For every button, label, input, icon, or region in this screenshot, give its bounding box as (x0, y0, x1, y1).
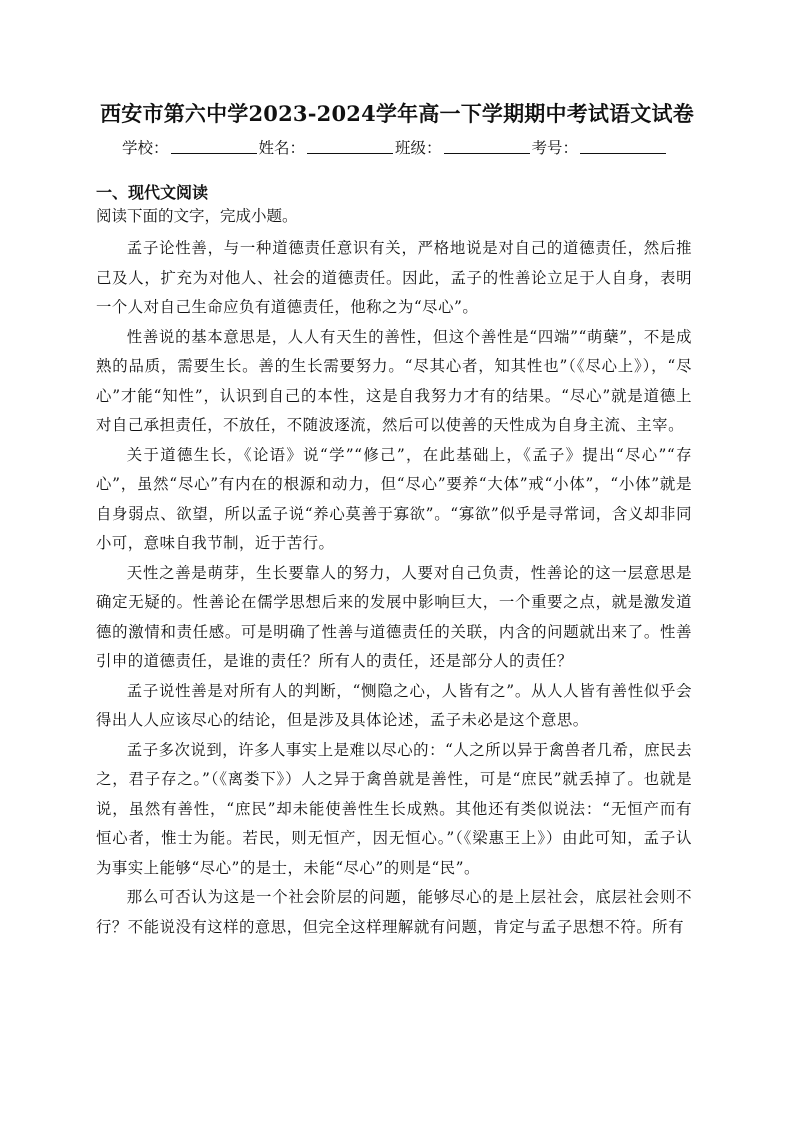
passage-paragraph-2: 性善说的基本意思是，人人有天生的善性，但这个善性是“四端”“萌蘖”，不是成熟的品质，需要生长。善的生长需要努力。“尽其心者，知其性也”（《尽心上》），“尽心”才能“知性”，认识到自己的本性，这是自我努力才有的结果。“尽心”就是道德上对自己承担责任，不放任，不随波逐流，然后可以使善的天性成为自身主流、主宰。 (96, 327, 692, 434)
exam-number-blank[interactable] (580, 152, 666, 154)
section-heading: 一、现代文阅读 (96, 183, 209, 202)
passage-paragraph-4: 天性之善是萌芽，生长要靠人的努力，人要对自己负责，性善论的这一层意思是确定无疑的。性善论在儒学思想后来的发展中影响巨大，一个重要之点，就是激发道德的激情和责任感。可是明确了性善与道德责任的关联，内含的问题就出来了。性善引申的道德责任，是谁的责任？所有人的责任，还是部分人的责任？ (96, 563, 692, 670)
school-blank[interactable] (171, 152, 257, 154)
class-label: 班级： (395, 139, 442, 157)
exam-number-label: 考号： (531, 139, 579, 157)
reading-instruction: 阅读下面的文字，完成小题。 (96, 207, 298, 225)
class-blank[interactable] (444, 152, 530, 154)
student-info-row (122, 134, 668, 158)
school-label: 学校： (122, 139, 169, 157)
exam-title: 西安市第六中学2023-2024学年高一下学期期中考试语文试卷 (100, 101, 694, 126)
passage-paragraph-7: 那么可否认为这是一个社会阶层的问题，能够尽心的是上层社会，底层社会则不行？不能说没有这样的意思，但完全这样理解就有问题，肯定与孟子思想不符。所有 (96, 888, 692, 936)
passage-paragraph-3: 关于道德生长，《论语》说“学”“修己”，在此基础上，《孟子》提出“尽心”“存心”，虽然“尽心”有内在的根源和动力，但“尽心”要养“大体”戒“小体”，“小体”就是自身弱点、欲望，所以孟子说“养心莫善于寡欲”。“寡欲”似乎是寻常词，含义却非同小可，意味自我节制，近于苦行。 (96, 445, 692, 552)
name-blank[interactable] (307, 152, 393, 154)
name-label: 姓名： (258, 139, 306, 157)
passage-paragraph-1: 孟子论性善，与一种道德责任意识有关，严格地说是对自己的道德责任，然后推己及人，扩充为对他人、社会的道德责任。因此，孟子的性善论立足于人自身，表明一个人对自己生命应负有道德责任，他称之为“尽心”。 (96, 239, 692, 316)
passage-paragraph-5: 孟子说性善是对所有人的判断，“恻隐之心，人皆有之”。从人人皆有善性似乎会得出人人应该尽心的结论，但是涉及具体论述，孟子未必是这个意思。 (96, 681, 692, 729)
passage-paragraph-6: 孟子多次说到，许多人事实上是难以尽心的：“人之所以异于禽兽者几希，庶民去之，君子存之。”（《离娄下》）人之异于禽兽就是善性，可是“庶民”就丢掉了。也就是说，虽然有善性，“庶民”却未能使善性生长成熟。其他还有类似说法：“无恒产而有恒心者，惟士为能。若民，则无恒产，因无恒心。”（《梁惠王上》）由此可知，孟子认为事实上能够“尽心”的是士，未能“尽心”的则是“民”。 (96, 740, 692, 877)
reading-passage (96, 234, 692, 942)
